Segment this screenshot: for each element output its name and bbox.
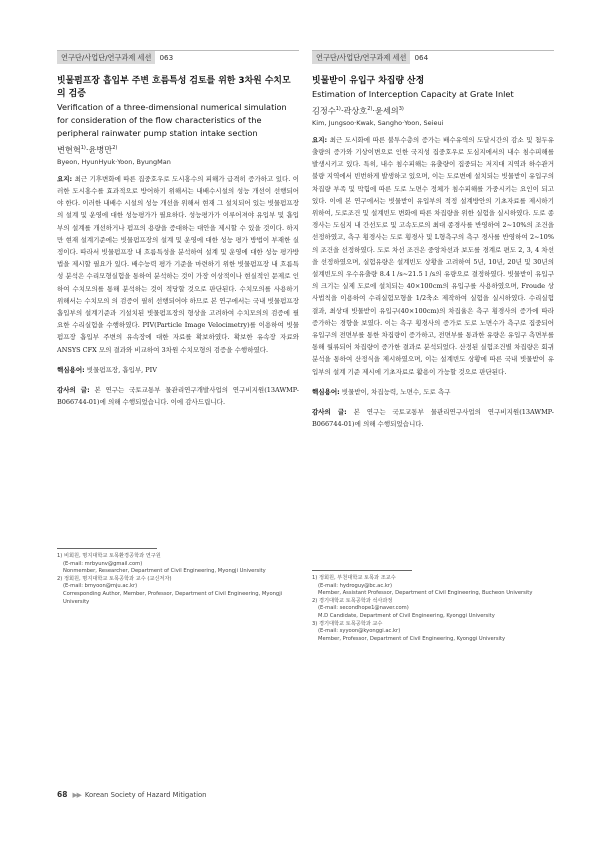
- ack-text: 본 연구는 국토교통부 물관리연구사업의 연구비지원(13AWMP-B066744-01)에 의해 수행되었습니다.: [312, 408, 554, 429]
- author-sup: 1): [80, 145, 86, 151]
- page-footer: [57, 790, 206, 799]
- authors-en: Byeon, HyunHyuk·Yoon, ByungMan: [57, 157, 171, 166]
- keywords-text: 빗물받이, 차집능력, 노면수, 도로 측구: [341, 387, 451, 396]
- footnote-line: (E-mail: secondhope1@naver.com): [318, 605, 409, 612]
- ack-label: 감사의 글:: [312, 408, 347, 416]
- abstract: [312, 134, 554, 378]
- keywords-label: 핵심용어:: [57, 365, 85, 374]
- author-name: 윤병만: [88, 144, 113, 155]
- authors-en: Kim, Jungsoo·Kwak, Sangho·Yoon, Seieui: [312, 118, 444, 127]
- footnote-line: Corresponding Author, Member, Professor, Department of Civil Engineering, Myongji University: [63, 590, 283, 605]
- author-name: 곽상호: [343, 105, 368, 116]
- authors-ko: 변현혁$^{1)}$·윤병만$^{2)}$: [57, 144, 118, 155]
- author-sup: 2): [112, 145, 118, 151]
- author-name: 윤세의: [374, 105, 399, 116]
- footnote-ko: 3) 경기대학교 토목공학과 교수: [312, 620, 383, 627]
- footnote-line: (E-mail: bmyoon@mju.ac.kr): [63, 583, 138, 590]
- abstract-text: 최근 도시화에 따른 불투수층의 증가는 배수유역의 도달시간의 감소 및 첨두유출량의 증가와 기상이변으로 인한 국지성 집중호우로 도심지에서의 내수 침수피해를 발생시키고 있다. 특히, 내수 침수피해는 유출량이 집중되는 저지대 지역과 하수관거불량 지역에서 빈번하게 발생하고 있으며, 이는 도로변에 설치되는 빗물받이 유입구의 차집량 부족 및 막힘에 따른 도로 노면수 정체가 침수피해를 가중시키는 요인이 되고 있다. 이에 본 연구에서는 빗물받이 유입부의 적정 설계방안의 기초자료를 제시하기 위하여, 도로조건 및 설계빈도 변화에 따른 차집량을 위한 실험을 실시하였다. 도로 종경사는 도심지 내 간선도로 및 고속도로의 최대 종경사를 반영하여 2~10%의 조건을 선정하였고, 측구 횡경사는 도로 횡경사 및 L형측구의 측구 경사를 반영하여 2~10%의 조건을 선정하였다. 도로 차선 조건은 중앙차선과 보도를 경계로 편도 2, 3, 4 차선을 선정하였으며, 실험유량은 설계빈도 상황을 고려하여 5년, 10년, 20년 및 30년의 설계빈도의 우수유출량 8.4 l /s~21.5 l /s의 유량으로 결정하였다. 빗물받이 유입구의 크기는 실제 도로에 설치되는 40×100cm의 유입구를 사용하였으며, Froude 상사법칙을 이용하여 수리실험모형을 1/2축소 제작하여 실험을 실시하였다. 수리실험 결과, 최상대 빗물받이 유입구(40×100cm)의 차집율은 측구 횡경사의 증가에 따라 증가하는 경향을 보였다. 이는 측구 횡경사의 증가로 도로 노면수가 측구로 집중되어 유입구의 전면부를 통한 차집량이 증가하고, 전면부를 통과한 유량은 유입구 측면부를 통해 월류되어 차집량이 증가한 결과로 분석되었다. 산정된 실험조건별 차집량은 회귀분석을 통하여 산정식을 제시하였으며, 이는 설계빈도 상황에 따른 국내 빗물받이 유입부의 설계 기준 제시에 기초자료로 활용이 가능할 것으로 판단된다.: [312, 135, 554, 376]
- page-number: 68: [57, 790, 68, 799]
- article-title-ko: 빗물받이 유입구 차집량 산정: [312, 76, 425, 86]
- author-name: 김정수: [312, 105, 336, 116]
- keywords: [312, 386, 554, 398]
- keywords: [57, 364, 299, 376]
- section-tag: [57, 50, 299, 64]
- footnote-rule: [57, 548, 157, 549]
- footnote-ko: 2) 경기대학교 토목공학과 석사과정: [312, 597, 393, 604]
- footnote-line: Member, Professor, Department of Civil Engineering, Kyonggi University: [318, 635, 506, 642]
- article-title-en: Estimation of Interception Capacity at Grate Inlet: [312, 89, 514, 99]
- abstract-label: 요지:: [312, 135, 328, 144]
- footnote-line: Member, Assistant Professor, Department of Civil Engineering, Bucheon University: [318, 590, 533, 597]
- author-name: 변현혁: [57, 144, 81, 155]
- author-sup: 3): [398, 106, 404, 112]
- author-sup: 1): [335, 106, 341, 112]
- footnote-ko: 2) 정회원, 명지대학교 토목공학과 교수 (교신저자): [57, 575, 172, 582]
- footnote: [312, 598, 554, 621]
- ack-label: 감사의 글:: [57, 385, 90, 394]
- abstract-text: 최근 기후변화에 따른 집중호우로 도시홍수의 피해가 급격히 증가하고 있다. 이러한 도시홍수를 효과적으로 방어하기 위해서는 내배수시설의 성능 개선이 선행되어야 한다. 이러한 내배수 시설의 성능 개선을 위해서 현재 그 설치되어 있는 빗물펌프장의 설계 및 운영에 대한 성능평가가 필요하다. 성능평가가 이루어져야 유입부 및 흡입부의 설계를 개선하거나 펌프의 용량을 증대하는 대안을 제시할 수 있을 것이다. 하지만 현재 설계기준에는 빗물펌프장의 설계 및 운영에 대한 성능 평가 방법이 부재한 실정이다. 따라서 빗물펌프장 내 흐름특성을 분석하여 설계 및 운영에 대한 성능 평가방법을 제시할 필요가 있다. 배수능력 평가 기준을 마련하기 위한 빗물펌프장 내 흐름특성 분석은 수리모형실험을 통하여 분석하는 것이 가장 이상적이나 현실적인 문제로 인하여 수치모의를 통해 분석하는 것이 적당할 것으로 판단된다. 수치모의를 사용하기 위해서는 수치모의 의 검증이 필히 선행되어야 하므로 본 연구에서는 국내 빗물펌프장 흡입부의 설계기준과 기설치된 빗물펌프장의 형상을 고려하여 수치모의의 검증에 필요한 수리실험을 수행하였다. PIV(Particle Image Velocimetry)를 이용하여 빗물펌프장 흡입부 주변의 유속장에 대한 자료를 확보하였다. 확보한 유속장 자료와 ANSYS CFX 모의 결과와 비교하여 3차원 수치모형의 검증을 수행하였다.: [57, 174, 299, 354]
- footnote-line: (E-mail: mrbyunv@gmail.com): [63, 560, 143, 567]
- ack-text: 본 연구는 국토교통부 물관리연구개발사업의 연구비지원(13AWMP-B066744-01)에 의해 수행되었습니다. 이에 감사드립니다.: [57, 385, 299, 407]
- right-footnotes: [312, 570, 554, 643]
- footnote-ko: 1) 비회원, 명지대학교 토목환경공학과 연구원: [57, 553, 161, 559]
- journal-name: Korean Society of Hazard Mitigation: [84, 790, 207, 799]
- footnote: [312, 621, 554, 644]
- authors-ko: 김정수$^{1)}$·곽상호$^{2)}$·윤세의$^{3)}$: [312, 105, 404, 116]
- section-tag: [312, 50, 554, 64]
- arrow-icon: ▶▶: [72, 790, 81, 799]
- abstract-label: 요지:: [57, 174, 73, 183]
- section-label: 연구단/사업단/연구과제 세션: [57, 51, 155, 64]
- footnote: [312, 575, 554, 598]
- footnote: [57, 576, 299, 606]
- keywords-label: 핵심용어:: [312, 387, 340, 396]
- abstract: [57, 173, 299, 356]
- left-footnotes: [57, 548, 299, 606]
- section-label: 연구단/사업단/연구과제 세션: [312, 51, 410, 64]
- footnote-line: (E-mail: hydroguy@bc.ac.kr): [318, 582, 393, 589]
- footnote-line: M.D Candidate, Department of Civil Engineering, Kyonggi University: [318, 612, 495, 619]
- footnote: [57, 553, 299, 576]
- acknowledgement: [57, 384, 299, 408]
- article-title-ko: 빗물펌프장 흡입부 주변 흐름특성 검토를 위한 3차원 수치모의 검증: [57, 76, 291, 99]
- footnote-rule: [312, 570, 412, 571]
- keywords-text: 빗물펌프장, 흡입부, PIV: [86, 365, 157, 374]
- article-title-en: Verification of a three-dimensional numerical simulation for consideration of the flow characteristics of the peripheral rainwater pump station intake section: [57, 102, 287, 138]
- section-number: 064: [414, 53, 429, 62]
- acknowledgement: [312, 406, 554, 430]
- footnote-line: (E-mail: syyoon@kyonggi.ac.kr): [318, 628, 401, 635]
- section-number: 063: [159, 53, 174, 62]
- right-article: [312, 50, 554, 430]
- left-article: [57, 50, 299, 408]
- footnote-ko: 1) 정회원, 부천대학교 토목과 조교수: [312, 575, 396, 581]
- footnote-line: Nonmember, Researcher, Department of Civil Engineering, Myongji University: [63, 568, 266, 575]
- author-sup: 2): [367, 106, 373, 112]
